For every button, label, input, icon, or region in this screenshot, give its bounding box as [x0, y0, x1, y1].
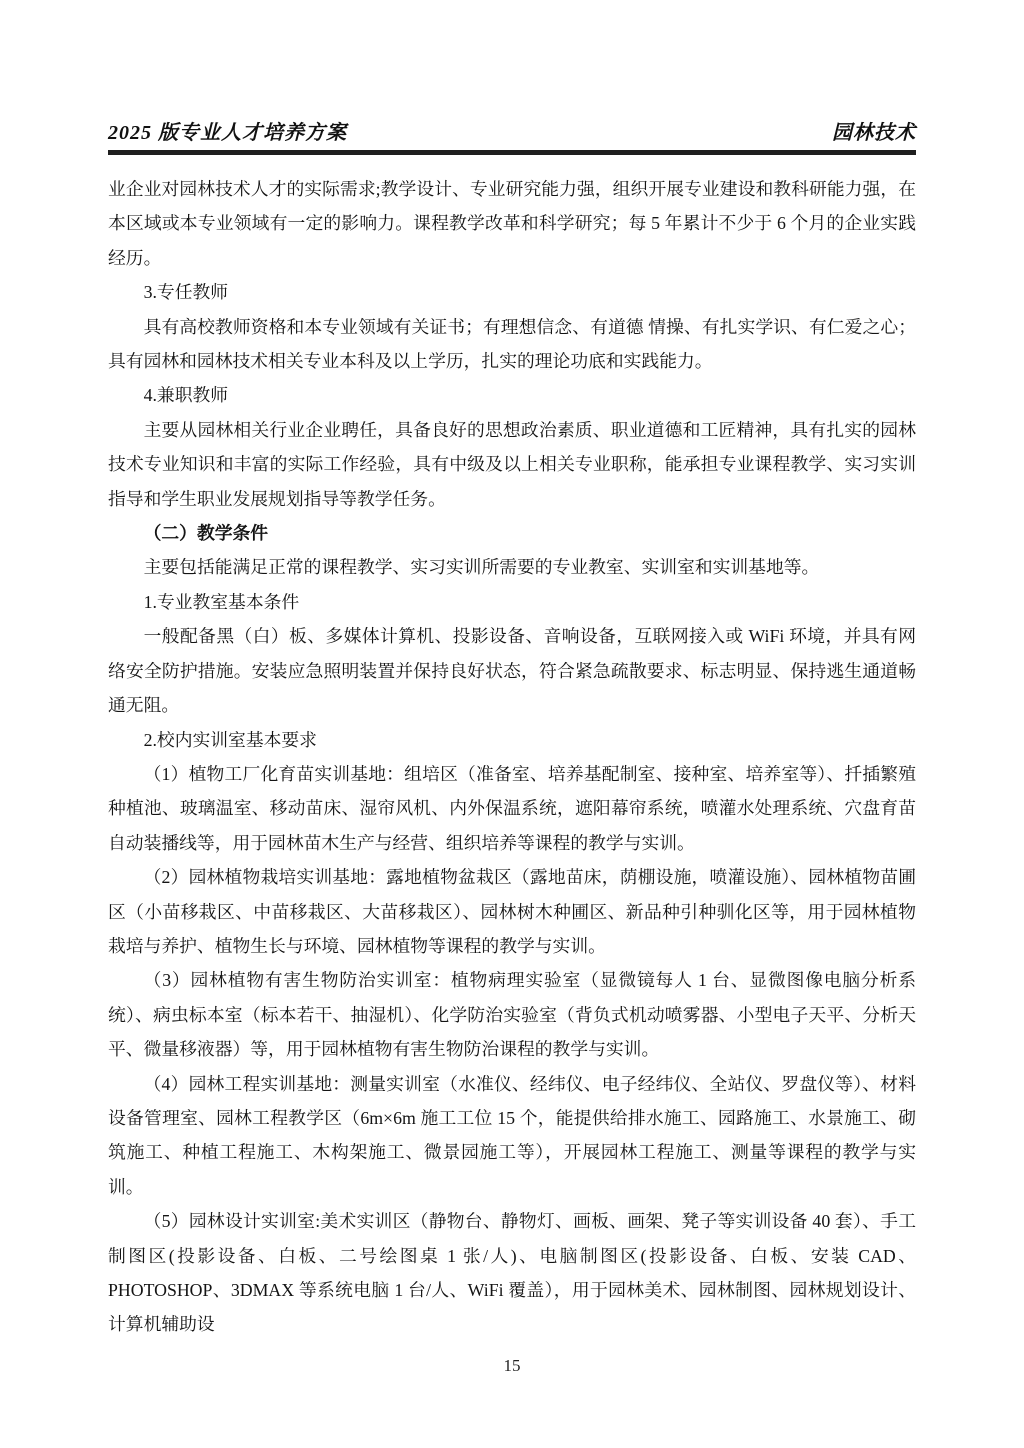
header-left-title: 2025 版专业人才培养方案 — [108, 122, 347, 144]
body-paragraph: 具有高校教师资格和本专业领域有关证书；有理想信念、有道德 情操、有扎实学识、有仁爱之心；具有园林和园林技术相关专业本科及以上学历，扎实的理论功底和实践能力。 — [108, 316, 916, 372]
body-paragraph-item-4: （4）园林工程实训基地：测量实训室（水准仪、经纬仪、电子经纬仪、全站仪、罗盘仪等）、材料设备管理室、园林工程教学区（6m×6m 施工工位 15 个，能提供给排水施工、园路施工、水景施工、砌筑施工、种植工程施工、木构架施工、微景园施工等），开展园林工程施工、测量等课程的教学与实训。 — [108, 1073, 916, 1197]
body-paragraph: 主要包括能满足正常的课程教学、实习实训所需要的专业教室、实训室和实训基地等。 — [143, 557, 820, 578]
heading-training-room-requirements: 2.校内实训室基本要求 — [143, 729, 317, 750]
heading-classroom-conditions: 1.专业教室基本条件 — [143, 591, 300, 612]
body-paragraph: 主要从园林相关行业企业聘任，具备良好的思想政治素质、职业道德和工匠精神，具有扎实的园林技术专业知识和丰富的实际工作经验，具有中级及以上相关专业职称，能承担专业课程教学、实习实训指导和学生职业发展规划指导等教学任务。 — [108, 419, 916, 509]
body-paragraph-item-1: （1）植物工厂化育苗实训基地：组培区（准备室、培养基配制室、接种室、培养室等）、扦插繁殖种植池、玻璃温室、移动苗床、湿帘风机、内外保温系统，遮阳幕帘系统，喷灌水处理系统、穴盘育苗自动装播线等，用于园林苗木生产与经营、组织培养等课程的教学与实训。 — [108, 763, 916, 853]
section-heading-teaching-conditions: （二）教学条件 — [143, 523, 269, 544]
heading-full-time-teachers: 3.专任教师 — [143, 282, 229, 303]
body-paragraph-item-2: （2）园林植物栽培实训基地：露地植物盆栽区（露地苗床，荫棚设施，喷灌设施）、园林植物苗圃区（小苗移栽区、中苗移栽区、大苗移栽区）、园林树木种圃区、新品种引种驯化区等，用于园林植物栽培与养护、植物生长与环境、园林植物等课程的教学与实训。 — [108, 867, 916, 956]
body-paragraph-item-5: （5）园林设计实训室:美术实训区（静物台、静物灯、画板、画架、凳子等实训设备 40 套）、手工制图区(投影设备、白板、二号绘图桌 1 张/人)、电脑制图区(投影设备、白板、安装 CAD、PHOTOSHOP、3DMAX 等系统电脑 1 台/人、WiFi 覆盖），用于园林美术、园林制图、园林规划设计、计算机辅助设 — [108, 1211, 916, 1335]
header-double-rule — [108, 150, 916, 155]
running-head — [108, 116, 916, 145]
body-paragraph: 一般配备黑（白）板、多媒体计算机、投影设备、音响设备，互联网接入或 WiFi 环境，并具有网络安全防护措施。安装应急照明装置并保持良好状态，符合紧急疏散要求、标志明显、保持逃生通道畅通无阻。 — [108, 626, 916, 716]
page-footer — [0, 1356, 1024, 1376]
body-paragraph-item-3: （3）园林植物有害生物防治实训室：植物病理实验室（显微镜每人 1 台、显微图像电脑分析系统）、病虫标本室（标本若干、抽湿机）、化学防治实验室（背负式机动喷雾器、小型电子天平、分析天平、微量移液器）等，用于园林植物有害生物防治课程的教学与实训。 — [108, 970, 916, 1060]
page-header — [108, 116, 916, 155]
header-right-title: 园林技术 — [832, 122, 916, 144]
heading-part-time-teachers: 4.兼职教师 — [143, 385, 229, 406]
body-paragraph-continuation: 业企业对园林技术人才的实际需求;教学设计、专业研究能力强，组织开展专业建设和教科研能力强，在本区域或本专业领域有一定的影响力。课程教学改革和科学研究；每 5 年累计不少于 6 个月的企业实践经历。 — [108, 179, 916, 268]
page-number: 15 — [503, 1356, 521, 1375]
document-body — [108, 172, 916, 1342]
